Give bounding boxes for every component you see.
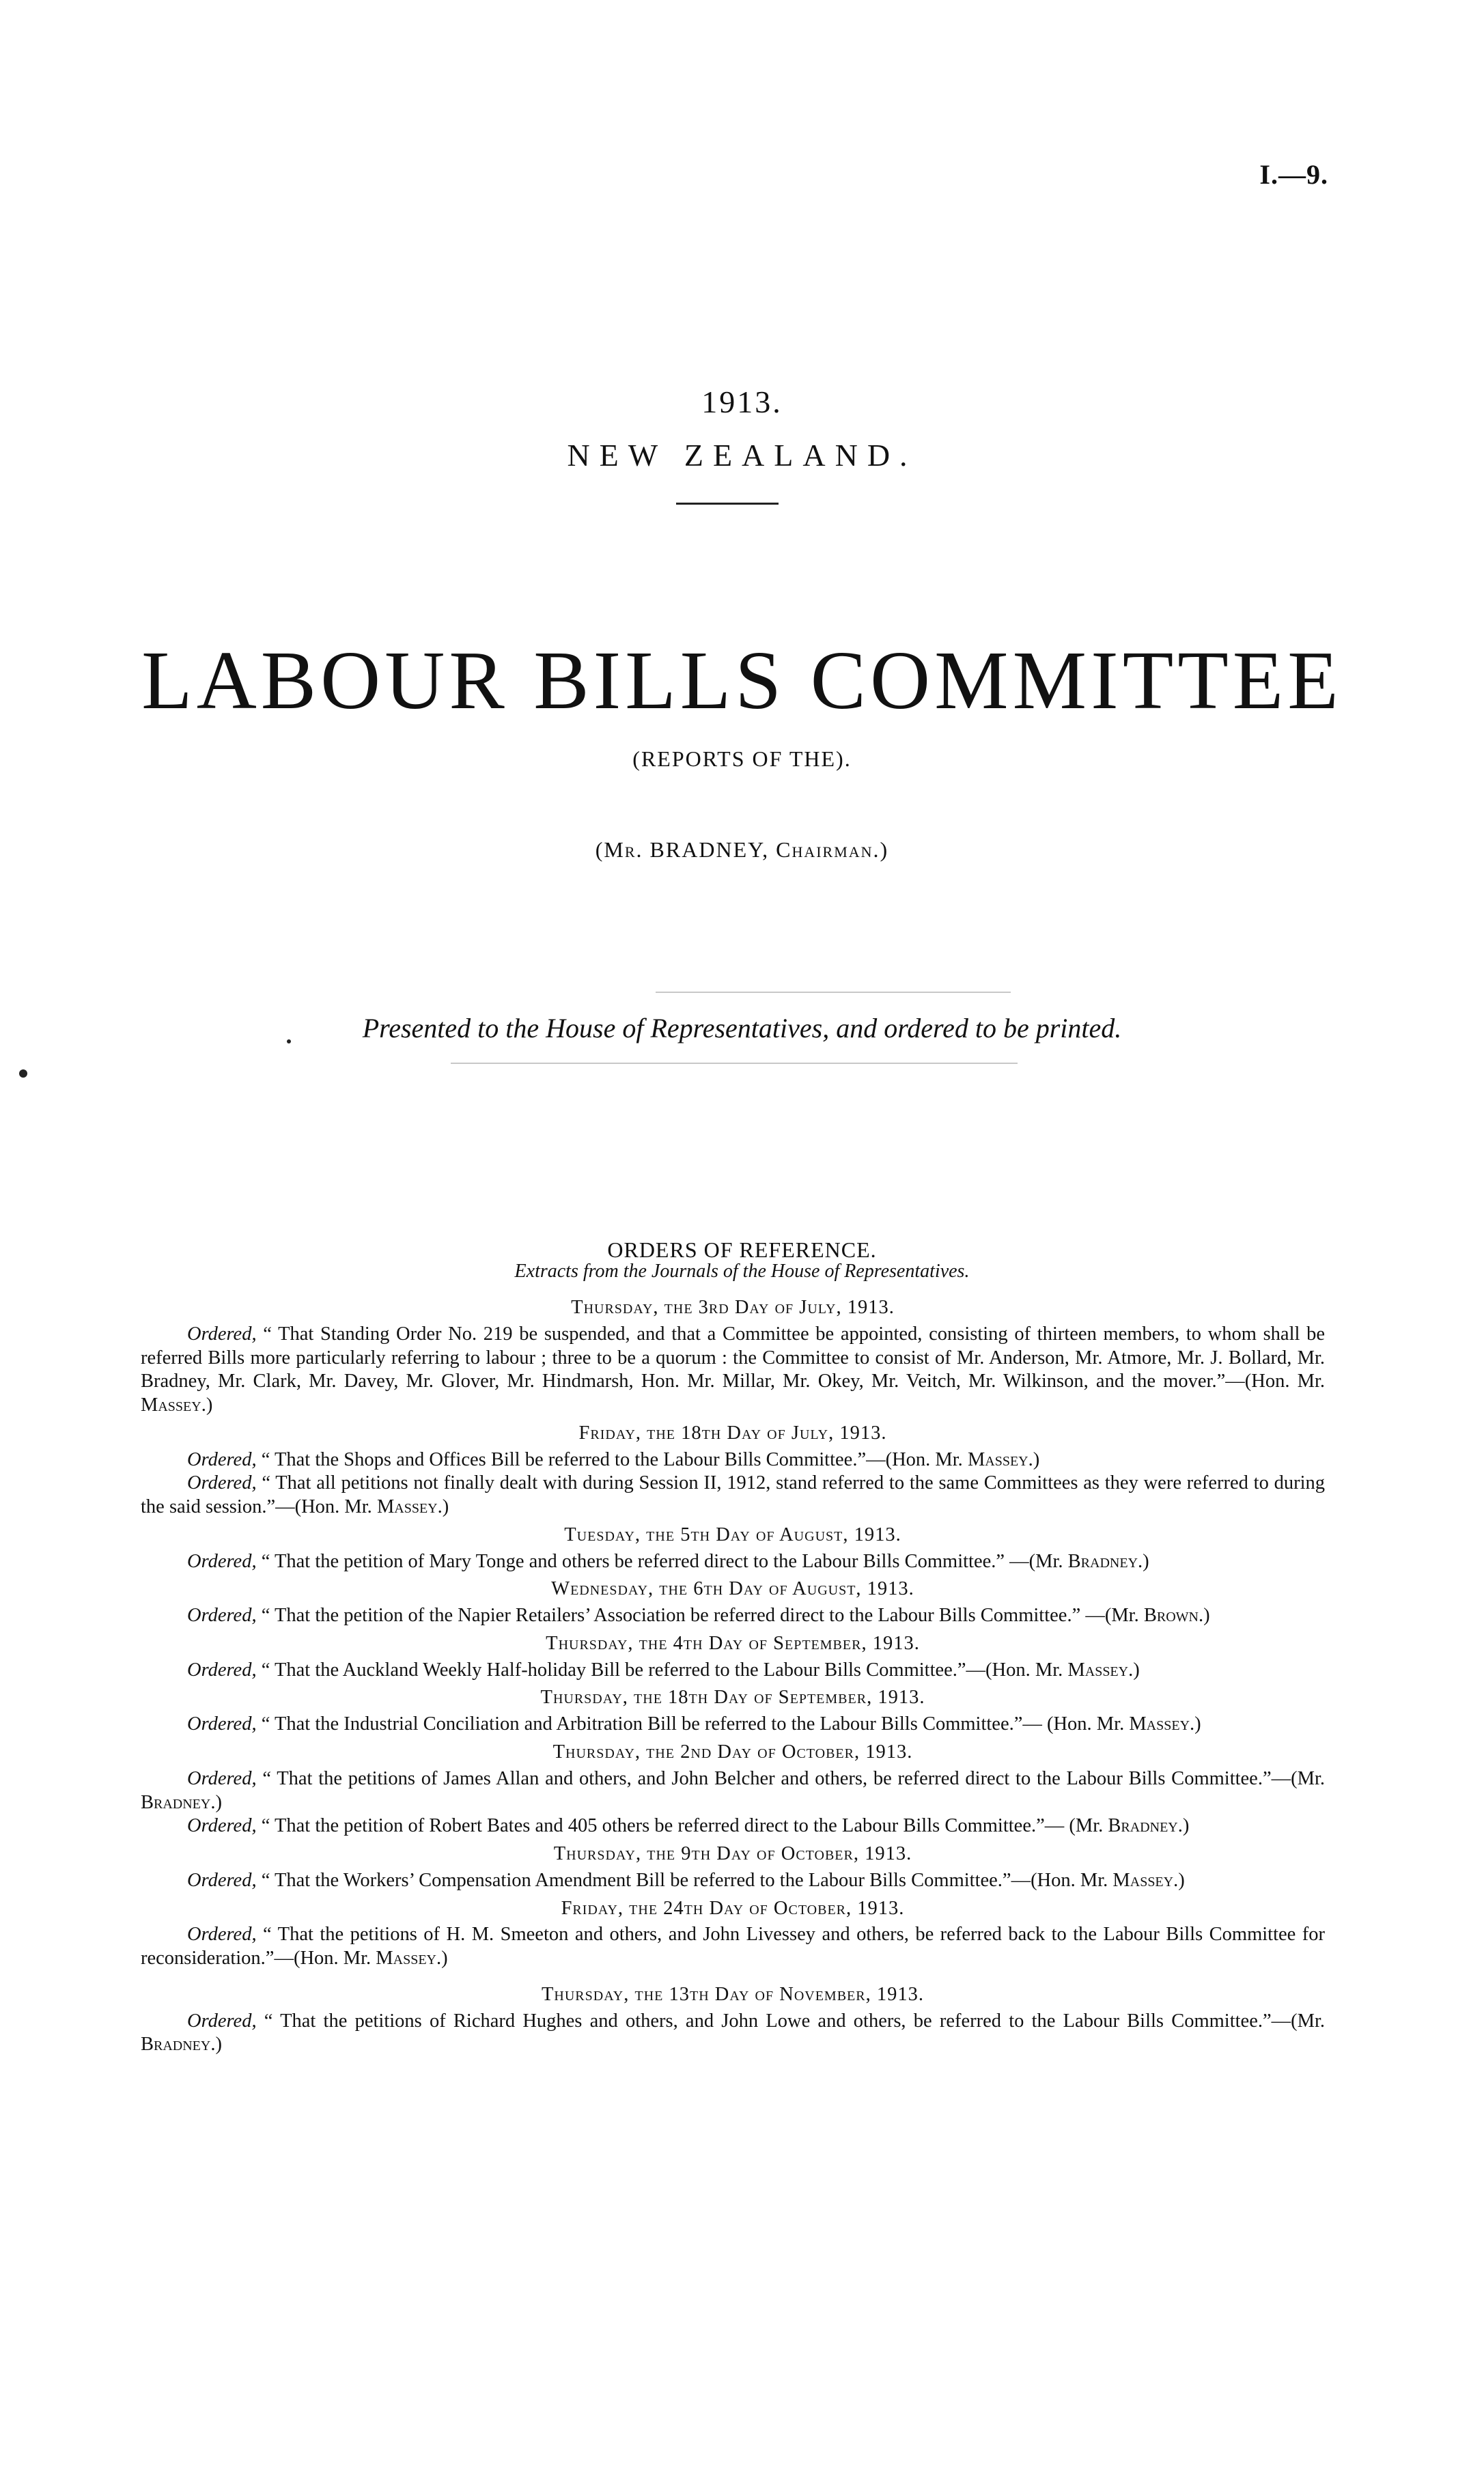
mover-name: Massey bbox=[376, 1948, 436, 1969]
divider-rule bbox=[676, 503, 779, 505]
order-date: Thursday, the 2nd Day of October, 1913. bbox=[552, 1741, 913, 1763]
order-paragraph bbox=[141, 1323, 1325, 1418]
ordered-label: Ordered, bbox=[187, 1924, 257, 1946]
order-paragraph bbox=[141, 1814, 1325, 1838]
order-closing: .) bbox=[1138, 1550, 1149, 1572]
order-date: Wednesday, the 6th Day of August, 1913. bbox=[551, 1578, 914, 1600]
ordered-label: Ordered, bbox=[187, 1869, 257, 1891]
order-text: “ That the Industrial Conciliation and Arbitration Bill be referred to the Labour Bills Committee.”— (Hon. Mr. bbox=[256, 1713, 1130, 1735]
order-closing: .) bbox=[201, 1394, 213, 1416]
orders-list bbox=[141, 1292, 1325, 2057]
order-paragraph bbox=[141, 1767, 1325, 1815]
order-date: Thursday, the 9th Day of October, 1913. bbox=[553, 1843, 912, 1865]
ordered-label: Ordered, bbox=[187, 1448, 257, 1470]
mover-name: Brown bbox=[1143, 1605, 1199, 1627]
order-paragraph bbox=[141, 1472, 1325, 1519]
mover-name: Bradney bbox=[1108, 1815, 1178, 1837]
presented-line: Presented to the House of Representatives, and ordered to be printed. bbox=[362, 1013, 1122, 1043]
order-paragraph bbox=[141, 2010, 1325, 2058]
decorative-rule bbox=[451, 1063, 1018, 1064]
orders-heading: ORDERS OF REFERENCE. bbox=[607, 1237, 877, 1262]
order-date: Tuesday, the 5th Day of August, 1913. bbox=[564, 1524, 901, 1545]
mover-name: Massey bbox=[1067, 1659, 1129, 1681]
order-text: “ That the Workers’ Compensation Amendment Bill be referred to the Labour Bills Committee.”—(Hon. Mr. bbox=[256, 1869, 1113, 1891]
order-paragraph bbox=[141, 1923, 1325, 1971]
ordered-label: Ordered, bbox=[187, 1550, 257, 1572]
order-text: “ That the Shops and Offices Bill be referred to the Labour Bills Committee.”—(Hon. Mr. bbox=[256, 1448, 968, 1470]
order-date: Thursday, the 3rd Day of July, 1913. bbox=[571, 1297, 895, 1318]
order-closing: .) bbox=[1128, 1659, 1140, 1681]
mover-name: Bradney bbox=[141, 1791, 211, 1813]
order-paragraph bbox=[141, 1550, 1325, 1574]
order-closing: .) bbox=[1028, 1448, 1040, 1470]
order-closing: .) bbox=[1177, 1815, 1190, 1837]
chairman-line: (Mr. BRADNEY, Chairman.) bbox=[595, 837, 889, 862]
order-date: Friday, the 18th Day of July, 1913. bbox=[578, 1422, 887, 1444]
stray-mark bbox=[19, 1069, 27, 1078]
ordered-label: Ordered, bbox=[187, 2010, 257, 2032]
order-paragraph bbox=[141, 1713, 1325, 1737]
ordered-label: Ordered, bbox=[187, 1323, 257, 1345]
order-closing: .) bbox=[1190, 1713, 1201, 1735]
order-paragraph bbox=[141, 1659, 1325, 1683]
mover-name: Massey bbox=[1129, 1713, 1190, 1735]
order-date: Thursday, the 18th Day of September, 1913. bbox=[540, 1687, 925, 1709]
order-closing: .) bbox=[210, 2034, 222, 2056]
ordered-label: Ordered, bbox=[187, 1815, 257, 1837]
order-text: “ That the petitions of Richard Hughes and others, and John Lowe and others, be referred to the Labour Bills Committee.”—(Mr. bbox=[256, 2010, 1325, 2032]
order-closing: .) bbox=[436, 1948, 448, 1969]
ordered-label: Ordered, bbox=[187, 1767, 257, 1789]
order-text: “ That Standing Order No. 219 be suspended, and that a Committee be appointed, consisting of thirteen members, to whom shall be referred Bills more particularly referring to labour ; three to be a quorum : the Committee to consist of Mr. Anderson, Mr. Atmore, Mr. J. Bollard, Mr. Bradney, Mr. Clark, Mr. Davey, Mr. Glover, Mr. Hindmarsh, Hon. Mr. Millar, Mr. Okey, Mr. Veitch, Mr. Wilkinson, and the mover.”—(Hon. Mr. bbox=[141, 1323, 1325, 1392]
order-date: Friday, the 24th Day of October, 1913. bbox=[561, 1897, 905, 1919]
ordered-label: Ordered, bbox=[187, 1659, 257, 1681]
order-text: “ That all petitions not finally dealt with during Session II, 1912, stand referred to the same Committees as they were referred to during the said session.”—(Hon. Mr. bbox=[141, 1472, 1325, 1518]
order-text: “ That the Auckland Weekly Half-holiday Bill be referred to the Labour Bills Committee.”—(Hon. Mr. bbox=[256, 1659, 1068, 1681]
order-text: “ That the petitions of H. M. Smeeton and others, and John Livessey and others, be referred back to the Labour Bills Committee for reconsideration.”—(Hon. Mr. bbox=[141, 1924, 1325, 1969]
order-text: “ That the petitions of James Allan and others, and John Belcher and others, be referred direct to the Labour Bills Committee.”—(Mr. bbox=[256, 1767, 1325, 1789]
order-text: “ That the petition of the Napier Retailers’ Association be referred direct to the Labour Bills Committee.” —(Mr. bbox=[256, 1605, 1144, 1627]
stray-mark bbox=[287, 1039, 291, 1043]
ordered-label: Ordered, bbox=[187, 1605, 257, 1627]
order-date: Thursday, the 4th Day of September, 1913. bbox=[546, 1632, 920, 1654]
extracts-line: Extracts from the Journals of the House of Representatives. bbox=[514, 1261, 970, 1282]
ordered-label: Ordered, bbox=[187, 1713, 257, 1735]
mover-name: Bradney bbox=[1067, 1550, 1138, 1572]
order-paragraph bbox=[141, 1869, 1325, 1893]
order-date: Thursday, the 13th Day of November, 1913. bbox=[542, 1983, 924, 2005]
order-text: “ That the petition of Robert Bates and 405 others be referred direct to the Labour Bills Committee.”— (Mr. bbox=[256, 1815, 1108, 1837]
order-closing: .) bbox=[437, 1496, 449, 1518]
mover-name: Massey bbox=[376, 1496, 438, 1518]
mover-name: Massey bbox=[1112, 1869, 1174, 1891]
order-closing: .) bbox=[1198, 1605, 1210, 1627]
country: NEW ZEALAND. bbox=[567, 438, 917, 473]
paper-reference: I.—9. bbox=[1259, 159, 1328, 190]
order-closing: .) bbox=[210, 1791, 222, 1813]
order-text: “ That the petition of Mary Tonge and others be referred direct to the Labour Bills Committee.” —(Mr. bbox=[256, 1550, 1068, 1572]
mover-name: Massey bbox=[967, 1448, 1028, 1470]
mover-name: Massey bbox=[141, 1394, 201, 1416]
mover-name: Bradney bbox=[141, 2034, 211, 2056]
subtitle: (REPORTS OF THE). bbox=[632, 746, 852, 771]
year: 1913. bbox=[701, 384, 783, 419]
main-title: LABOUR BILLS COMMITTEE bbox=[141, 634, 1343, 727]
decorative-rule bbox=[656, 992, 1011, 993]
order-paragraph bbox=[141, 1604, 1325, 1628]
order-closing: .) bbox=[1173, 1869, 1185, 1891]
ordered-label: Ordered, bbox=[187, 1472, 257, 1494]
order-paragraph bbox=[141, 1448, 1325, 1472]
